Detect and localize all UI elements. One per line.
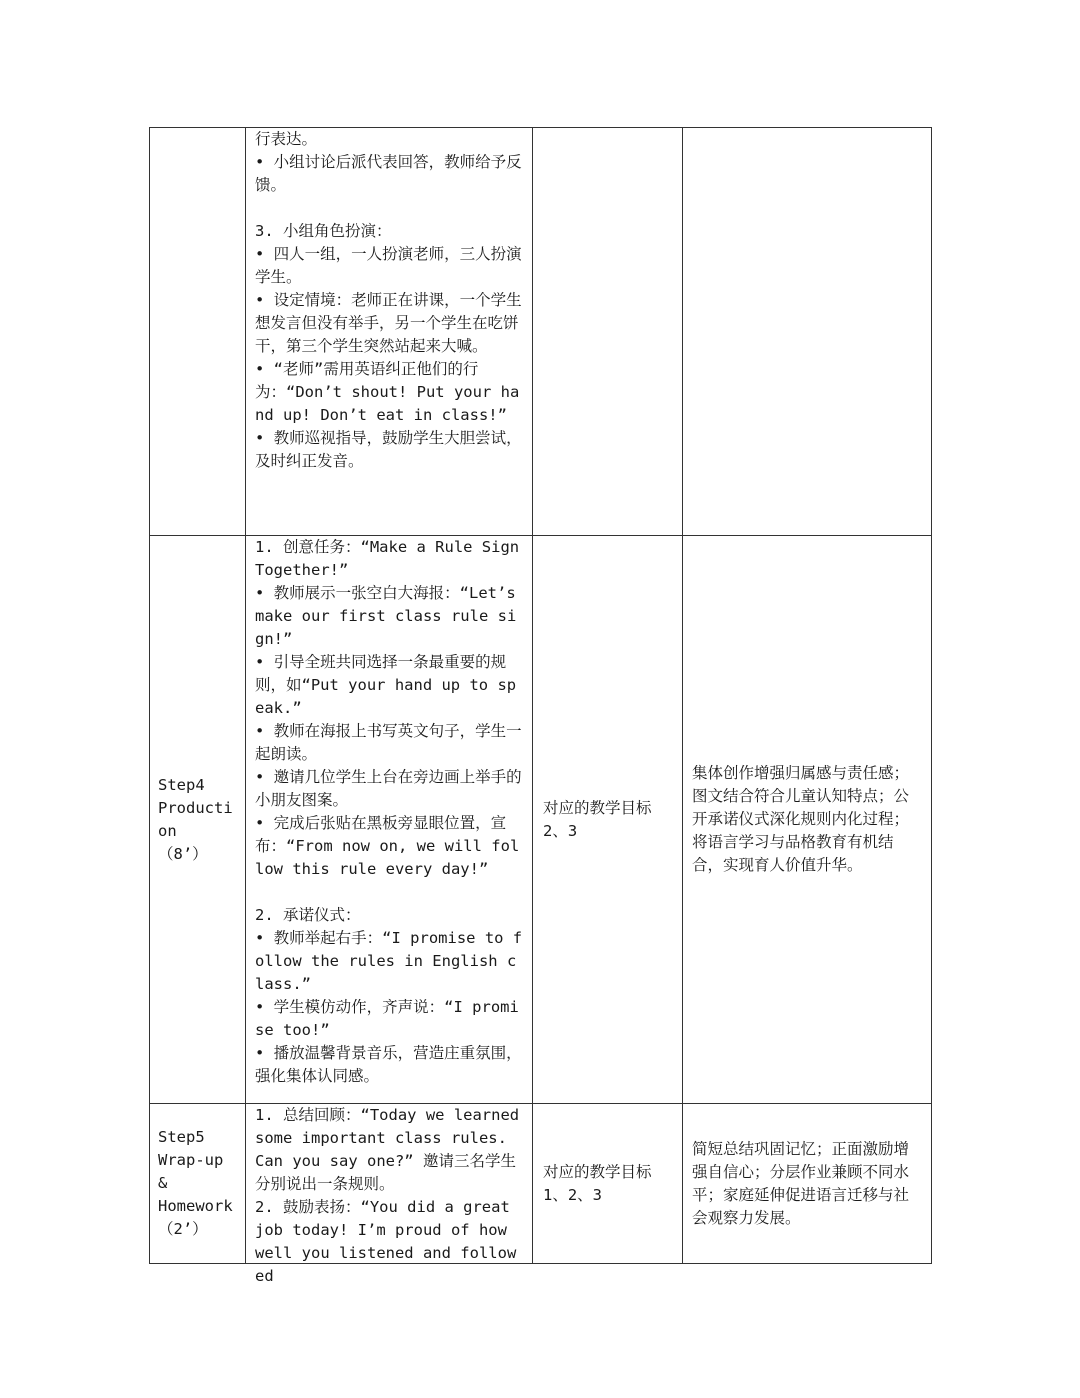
goal-cell [533,536,683,1104]
table-row [150,128,932,536]
process-line: • 学生模仿动作，齐声说：“I promise too!” [255,998,519,1039]
step-label-line: （2’） [158,1220,208,1238]
process-line: 3. 小组角色扮演： [255,222,392,240]
step-label-line: Wrap-up [158,1151,224,1169]
process-line: 行表达。 [255,130,318,148]
lesson-plan-table [149,127,932,1285]
process-line: 1. 总结回顾：“Today we learned some important class rules. Can you say one?” 邀请三名学生分别说出一条规则。 [255,1106,529,1193]
process-line: 2. 承诺仪式： [255,906,361,924]
process-line: • 四人一组，一人扮演老师，三人扮演学生。 [255,245,522,286]
step-label-line: Step5 [158,1128,205,1146]
step-label-line: Step4 [158,775,205,794]
design-intent-cell [683,536,932,1104]
process-cell [246,536,533,1104]
design-intent-cell [683,128,932,536]
design-intent-text: 集体创作增强归属感与责任感；图文结合符合儿童认知特点；公开承诺仪式深化规则内化过程；将语言学习与品格教育有机结合，实现育人价值升华。 [692,764,910,874]
process-line: • 播放温馨背景音乐，营造庄重氛围，强化集体认同感。 [255,1044,522,1085]
process-line: • 小组讨论后派代表回答，教师给予反馈。 [255,153,522,194]
step-cell [150,1104,246,1264]
process-line: 2. 鼓励表扬：“You did a great job today! I’m proud of how well you listened and followed [255,1198,520,1285]
table-row [150,536,932,1104]
design-intent-cell [683,1104,932,1264]
process-line: • 引导全班共同选择一条最重要的规则，如“Put your hand up to speak.” [255,653,517,717]
process-line [255,881,524,904]
process-line: 1. 创意任务：“Make a Rule Sign Together!” [255,538,529,579]
goal-cell [533,128,683,536]
step-cell [150,536,246,1104]
step-label-line: on [158,821,177,840]
design-intent-text: 简短总结巩固记忆；正面激励增强自信心；分层作业兼顾不同水平；家庭延伸促进语言迁移与社会观察力发展。 [692,1139,910,1227]
step-cell [150,128,246,536]
step-label-line: & [158,1174,168,1192]
step-label-line: Homework [158,1197,233,1215]
goal-text: 对应的教学目标 2、3 [543,798,652,840]
process-line: • 邀请几位学生上台在旁边画上举手的小朋友图案。 [255,768,522,809]
process-line: • 教师巡视指导，鼓励学生大胆尝试，及时纠正发音。 [255,429,522,470]
goal-text: 对应的教学目标 1、2、3 [543,1162,652,1204]
step-label-line: Producti [158,798,233,817]
process-line: • 设定情境：老师正在讲课，一个学生想发言但没有举手，另一个学生在吃饼干，第三个学生突然站起来大喊。 [255,291,522,355]
process-line: • 教师展示一张空白大海报：“Let’s make our first class rule sign!” [255,584,525,648]
process-line: • 完成后张贴在黑板旁显眼位置，宣布：“From now on, we will follow this rule every day!” [255,814,520,878]
process-line: • 教师举起右手：“I promise to follow the rules in English class.” [255,929,523,993]
process-line: • “老师”需用英语纠正他们的行为：“Don’t shout! Put your hand up! Don’t eat in class!” [255,360,520,424]
process-line [255,197,524,220]
process-text-clip [255,1104,529,1285]
goal-cell [533,1104,683,1264]
process-cell [246,128,533,536]
process-cell [246,1104,533,1285]
table-row [150,1104,932,1264]
step-label-line: （8’） [158,844,208,863]
process-line: • 教师在海报上书写英文句子，学生一起朗读。 [255,722,522,763]
